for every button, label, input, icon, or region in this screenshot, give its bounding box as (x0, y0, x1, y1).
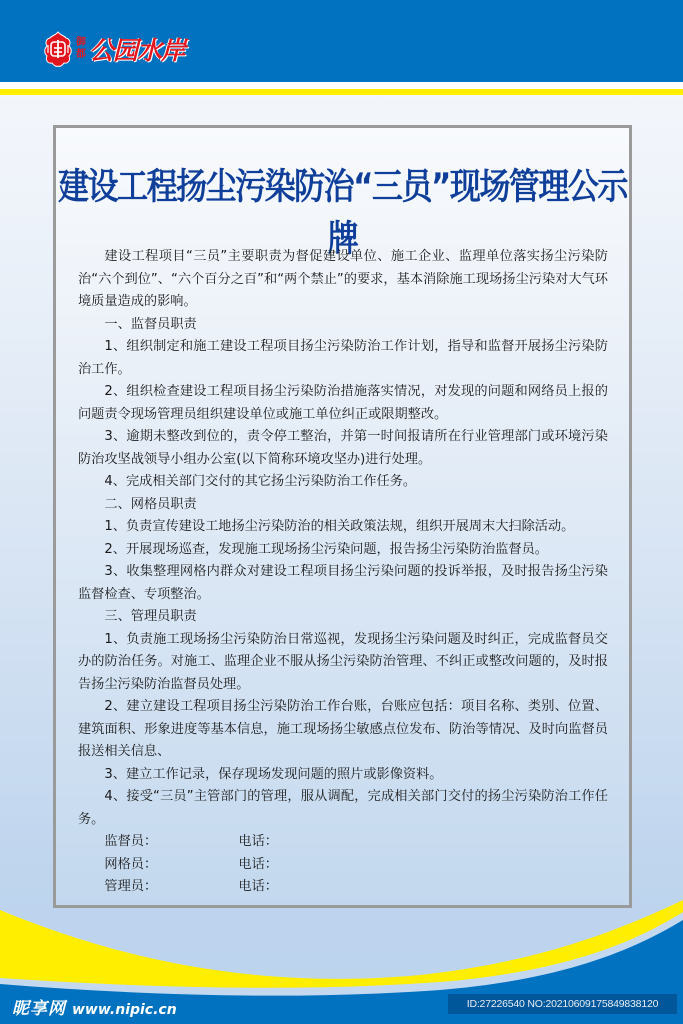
lotus-emblem-icon (44, 31, 72, 67)
supervisor-duty-2: 2、组织检查建设工程项目扬尘污染防治措施落实情况，对发现的问题和网络员上报的问题责令现场管理员组织建设单位或施工单位纠正或限期整改。 (78, 384, 608, 422)
notice-board (53, 125, 632, 908)
manager-duty-1: 1、负责施工现场扬尘污染防治日常巡视，发现扬尘污染问题及时纠正，完成监督员交办的防治任务。对施工、监理企业不服从扬尘污染防治管理、不纠正或整改问题的，及时报告扬尘污染防治监督员处理。 (78, 631, 608, 692)
manager-duty-4: 4、接受“三员”主管部门的管理，服从调配，完成相关部门交付的扬尘污染防治工作任务。 (78, 789, 608, 827)
header-white-stripe (0, 82, 683, 89)
logo-prefix-top: 御 (76, 37, 86, 48)
header-yellow-stripe (0, 89, 683, 95)
contact-role: 管理员： (104, 879, 158, 894)
grid-officer-duty-3: 3、收集整理网格内群众对建设工程项目扬尘污染问题的投诉举报，及时报告扬尘污染监督检查、专项整治。 (78, 564, 608, 602)
contact-phone-label: 电话： (238, 879, 278, 894)
contact-role: 监督员： (104, 834, 158, 849)
watermark-brand (12, 994, 177, 1019)
manager-duty-2: 2、建立建设工程项目扬尘污染防治工作台账，台账应包括：项目名称、类别、位置、建筑面积、形象进度等基本信息，施工现场扬尘敏感点位发布、防治等情况、及时向监督员报送相关信息、 (78, 699, 608, 759)
supervisor-duty-4: 4、完成相关部门交付的其它扬尘污染防治工作任务。 (104, 474, 417, 489)
section-heading-manager: 三、管理员职责 (104, 609, 197, 624)
brand-logo (44, 28, 185, 70)
intro-paragraph: 建设工程项目“三员”主要职责为督促建设单位、施工企业、监理单位落实扬尘污染防治“六个到位”、“六个百分之百”和“两个禁止”的要求，基本消除施工现场扬尘污染对大气环境质量造成的影响。 (78, 249, 608, 309)
contact-row-supervisor (78, 831, 608, 854)
section-heading-grid-officer: 二、网格员职责 (104, 496, 197, 512)
logo-name: 公园水岸 (89, 36, 186, 65)
watermark-url: www.nipic.cn (72, 1002, 177, 1018)
contact-row-manager (78, 876, 608, 899)
section-heading-supervisor: 一、监督员职责 (104, 316, 197, 332)
watermark-id-text: ID:27226540 NO:20210609175849838120 (466, 998, 659, 1010)
grid-officer-duty-2: 2、开展现场巡查，发现施工现场扬尘污染问题，报告扬尘污染防治监督员。 (104, 541, 548, 557)
board-title: 建设工程扬尘污染防治“三员”现场管理公示牌 (58, 166, 627, 260)
board-body (78, 246, 608, 899)
watermark-id-box (448, 994, 677, 1014)
manager-duty-3: 3、建立工作记录，保存现场发现问题的照片或影像资料。 (104, 766, 443, 782)
logo-prefix (76, 37, 86, 61)
contact-phone-label: 电话： (238, 834, 278, 849)
contact-row-grid-officer (78, 854, 608, 877)
contact-phone-label: 电话： (238, 856, 278, 872)
grid-officer-duty-1: 1、负责宣传建设工地扬尘污染防治的相关政策法规，组织开展周末大扫除活动。 (104, 519, 575, 534)
watermark-brand-name: 昵享网 (12, 999, 66, 1019)
contact-role: 网格员： (104, 856, 158, 872)
supervisor-duty-3: 3、逾期未整改到位的，责令停工整治，并第一时间报请所在行业管理部门或环境污染防治攻坚战领导小组办公室(以下简称环境攻坚办)进行处理。 (78, 429, 608, 467)
logo-prefix-bottom: 都 (76, 49, 86, 60)
supervisor-duty-1: 1、组织制定和施工建设工程项目扬尘污染防治工作计划，指导和监督开展扬尘污染防治工作。 (78, 339, 608, 377)
